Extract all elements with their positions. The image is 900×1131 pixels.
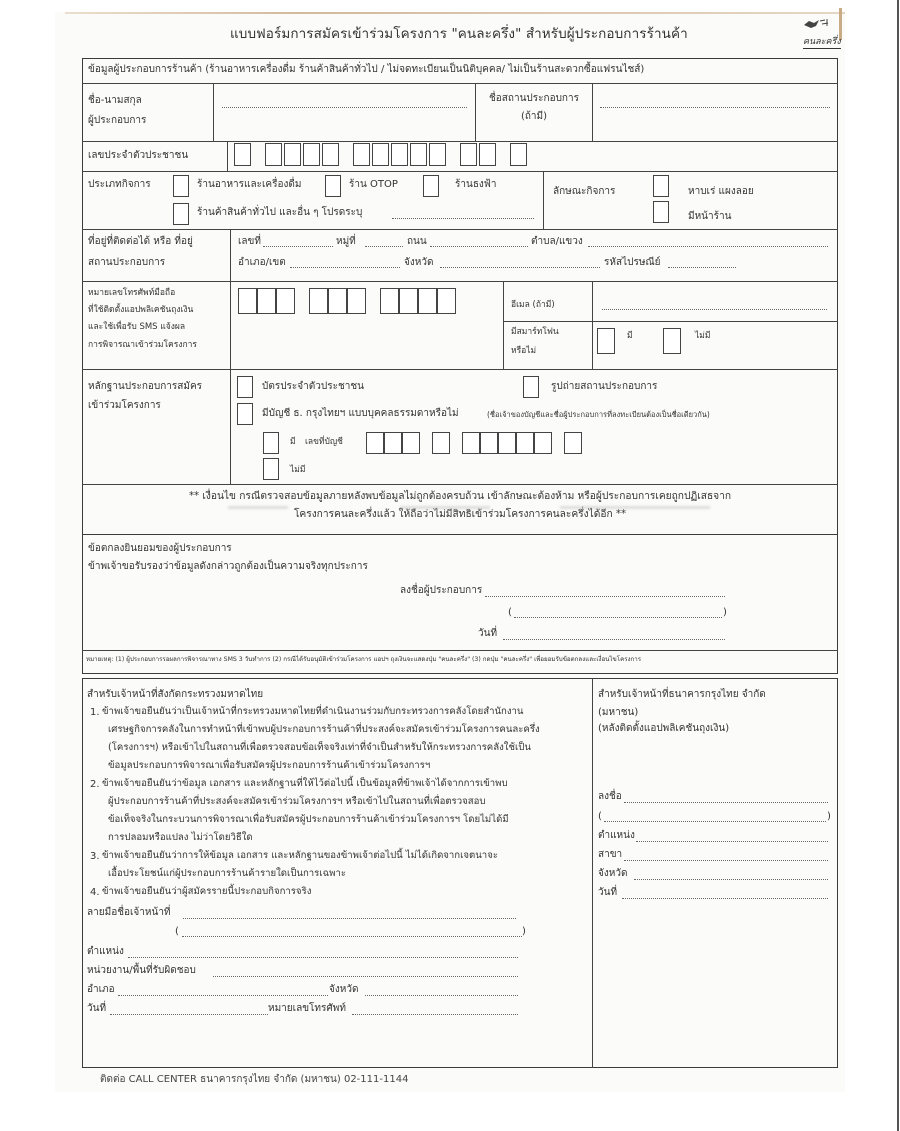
house-no-input[interactable]	[263, 246, 333, 247]
divider	[213, 83, 214, 141]
interior-item-2-num: 2.	[90, 779, 100, 790]
bank-position-input[interactable]	[636, 841, 828, 842]
phone-label-3: และใช้เพื่อรับ SMS แจ้งผล	[88, 322, 186, 332]
digit-box[interactable]	[234, 143, 251, 166]
bank-sign-label: ลงชื่อ	[598, 791, 622, 802]
digit-box[interactable]	[534, 432, 552, 454]
subdistrict-label: ตำบล/แขวง	[531, 236, 583, 247]
business-type-label: ประเภทกิจการ	[88, 179, 151, 190]
evidence-shop-photo-label: รูปถ่ายสถานประกอบการ	[551, 381, 658, 392]
operator-paren-close: )	[723, 607, 727, 618]
evidence-shop-photo-checkbox[interactable]	[523, 376, 539, 398]
digit-box[interactable]	[516, 432, 534, 454]
digit-box[interactable]	[402, 432, 420, 454]
applicant-info-table	[82, 58, 838, 535]
postcode-input[interactable]	[668, 267, 736, 268]
paper-edge	[65, 12, 845, 14]
digit-box[interactable]	[429, 143, 446, 166]
digit-box[interactable]	[510, 143, 527, 166]
digit-box[interactable]	[309, 288, 328, 314]
divider	[475, 83, 476, 141]
bank-paren-open: (	[598, 811, 602, 822]
district-label: อำเภอ/เขต	[238, 257, 286, 268]
bank-has-account-label: มี	[290, 437, 296, 447]
logo	[803, 16, 843, 52]
road-input[interactable]	[430, 246, 528, 247]
operator-sign-label: ลงชื่อผู้ประกอบการ	[400, 585, 483, 596]
officer-date-input[interactable]	[110, 1014, 268, 1015]
form-title: แบบฟอร์มการสมัครเข้าร่วมโครงการ "คนละครึ่ง" สำหรับผู้ประกอบการร้านค้า	[230, 26, 688, 42]
consent-title: ข้อตกลงยินยอมของผู้ประกอบการ	[88, 543, 232, 554]
moo-label: หมู่ที่	[336, 236, 356, 247]
business-other-input[interactable]	[392, 218, 534, 219]
interior-item-3-line2: เอื้อประโยชน์แก่ผู้ประกอบการร้านค้ารายใดเป็นการเฉพาะ	[108, 868, 346, 879]
divider	[82, 369, 838, 370]
smartphone-yes-label: มี	[627, 331, 633, 341]
officer-unit-label: หน่วยงาน/พื้นที่รับผิดชอบ	[87, 965, 196, 976]
interior-officer-title: สำหรับเจ้าหน้าที่สังกัดกระทรวงมหาดไทย	[87, 689, 264, 700]
interior-item-3-num: 3.	[90, 851, 100, 862]
evidence-bank-account-checkbox[interactable]	[237, 403, 253, 425]
bank-officer-title-3: (หลังติดตั้งแอปพลิเคชันถุงเงิน)	[598, 723, 730, 734]
subdistrict-input[interactable]	[588, 246, 828, 247]
officer-signature-input[interactable]	[183, 918, 516, 919]
bank-no-account-checkbox[interactable]	[263, 458, 279, 480]
business-other-label: ร้านค้าสินค้าทั่วไป และอื่น ๆ โปรดระบุ	[197, 207, 363, 218]
bank-date-input[interactable]	[622, 898, 828, 899]
section-header: ข้อมูลผู้ประกอบการร้านค้า (ร้านอาหารเครื่องดื่ม ร้านค้าสินค้าทั่วไป / ไม่จดทะเบียนเป็นนิติบุคคล/ ไม่เป็นร้านสะดวกซื้อแฟรนไชส์)	[88, 64, 645, 75]
divider	[82, 229, 838, 230]
evidence-label: หลักฐานประกอบการสมัคร	[88, 381, 203, 392]
officer-date-label: วันที่	[87, 1003, 107, 1014]
evidence-label-2: เข้าร่วมโครงการ	[88, 400, 161, 411]
digit-box[interactable]	[257, 288, 276, 314]
smartphone-label: มีสมาร์ทโฟน	[511, 327, 559, 337]
citizen-id-input[interactable]	[234, 143, 527, 166]
business-otop-label: ร้าน OTOP	[349, 179, 398, 190]
bank-branch-input[interactable]	[624, 860, 828, 861]
smartphone-no-checkbox[interactable]	[663, 328, 681, 354]
bank-paren-close: )	[827, 811, 831, 822]
evidence-id-card-label: บัตรประจำตัวประชาชน	[262, 381, 365, 392]
bank-province-label: จังหวัด	[598, 868, 628, 879]
smartphone-no-label: ไม่มี	[695, 331, 711, 341]
divider	[543, 171, 544, 229]
divider	[503, 321, 838, 322]
evidence-bank-account-note: (ชื่อเจ้าของบัญชีและชื่อผู้ประกอบการที่ลงทะเบียนต้องเป็นชื่อเดียวกัน)	[487, 410, 710, 419]
nature-stall-label: หาบเร่ แผงลอย	[688, 186, 754, 197]
interior-item-1-line2: เศรษฐกิจการคลังในการทำหน้าที่เข้าพบผู้ประกอบการร้านค้าที่ประสงค์จะสมัครเข้าร่วมโครงการคนละครึ่ง	[108, 724, 540, 735]
bank-no-account-label: ไม่มี	[290, 465, 306, 475]
digit-box[interactable]	[303, 143, 320, 166]
viewer-border	[897, 0, 899, 1131]
operator-paren-open: (	[508, 607, 512, 618]
digit-box[interactable]	[322, 143, 339, 166]
divider	[227, 141, 228, 171]
citizen-id-label: เลขประจำตัวประชาชน	[88, 150, 189, 161]
consent-statement: ข้าพเจ้าขอรับรองว่าข้อมูลดังกล่าวถูกต้องเป็นความจริงทุกประการ	[88, 561, 368, 572]
business-nature-label: ลักษณะกิจการ	[553, 186, 616, 197]
digit-box[interactable]	[498, 432, 516, 454]
digit-box[interactable]	[284, 143, 301, 166]
divider	[82, 650, 838, 651]
scan-smudge	[400, 506, 490, 509]
moo-input[interactable]	[365, 246, 403, 247]
business-otop-checkbox[interactable]	[325, 175, 341, 197]
digit-box[interactable]	[399, 288, 418, 314]
interior-item-1-num: 1.	[90, 707, 100, 718]
shop-name-label: ชื่อสถานประกอบการ	[489, 93, 579, 104]
operator-printed-name-input[interactable]	[514, 617, 722, 618]
interior-item-4-line1: ข้าพเจ้าขอยืนยันว่าผู้สมัครรายนี้ประกอบกิจการจริง	[102, 886, 312, 897]
bank-date-label: วันที่	[598, 887, 618, 898]
shop-name-input[interactable]	[600, 107, 830, 108]
scan-smudge	[228, 506, 288, 509]
officer-paren-close: )	[522, 926, 526, 937]
digit-box[interactable]	[366, 432, 384, 454]
digit-box[interactable]	[462, 432, 480, 454]
bank-officer-title-2: (มหาชน)	[598, 707, 639, 718]
divider	[230, 229, 231, 281]
digit-box[interactable]	[418, 288, 437, 314]
interior-item-2-line4: การปลอมหรือแปลง ไม่ว่าโดยวิธีใด	[108, 832, 253, 843]
business-thongfa-checkbox[interactable]	[423, 175, 439, 197]
address-label: ที่อยู่ที่ติดต่อได้ หรือ ที่อยู่	[88, 236, 193, 247]
divider	[82, 171, 838, 172]
officer-unit-input[interactable]	[213, 976, 518, 977]
smartphone-label-2: หรือไม่	[511, 346, 537, 356]
condition-text-line1: ** เงื่อนไข กรณีตรวจสอบข้อมูลภายหลังพบข้อมูลไม่ถูกต้องครบถ้วน เข้าลักษณะต้องห้าม หรือผู้ประกอบการเคยถูกปฏิเสธจาก	[188, 491, 732, 502]
scan-smudge	[560, 506, 710, 509]
nature-shopfront-checkbox[interactable]	[653, 201, 669, 223]
business-food-checkbox[interactable]	[173, 175, 189, 197]
divider	[82, 484, 838, 485]
digit-box[interactable]	[372, 143, 389, 166]
officer-printed-name-input[interactable]	[182, 936, 522, 937]
address-label-2: สถานประกอบการ	[88, 257, 166, 268]
digit-box[interactable]	[276, 288, 295, 314]
digit-box[interactable]	[391, 143, 408, 166]
krungthai-logo-icon	[803, 18, 829, 30]
operator-signature-input[interactable]	[485, 596, 725, 597]
digit-box[interactable]	[437, 288, 456, 314]
digit-box[interactable]	[353, 143, 370, 166]
account-number-input[interactable]	[366, 432, 582, 454]
digit-box[interactable]	[347, 288, 366, 314]
province-input[interactable]	[440, 267, 600, 268]
bank-province-input[interactable]	[634, 879, 828, 880]
nature-shopfront-label: มีหน้าร้าน	[688, 211, 732, 222]
officer-position-label: ตำแหน่ง	[87, 946, 124, 957]
name-label: ชื่อ-นามสกุล	[88, 95, 142, 106]
digit-box[interactable]	[432, 432, 450, 454]
email-input[interactable]	[602, 309, 827, 310]
nature-stall-checkbox[interactable]	[653, 175, 669, 197]
interior-item-1-line3: (โครงการฯ) หรือเข้าไปในสถานที่เพื่อตรวจสอบข้อเท็จจริงเท่าที่จำเป็นสำหรับให้กระทรวงการคลังใช้เป็น	[108, 742, 531, 753]
divider	[230, 369, 231, 484]
evidence-id-card-checkbox[interactable]	[237, 376, 253, 398]
officer-signature-label: ลายมือชื่อเจ้าหน้าที่	[87, 907, 171, 918]
phone-input[interactable]	[238, 288, 456, 314]
smartphone-yes-checkbox[interactable]	[597, 328, 615, 354]
interior-item-1-line4: ข้อมูลประกอบการพิจารณาเพื่อรับสมัครผู้ประกอบการร้านค้าเข้าร่วมโครงการฯ	[108, 760, 431, 771]
digit-box[interactable]	[328, 288, 347, 314]
divider	[82, 281, 838, 282]
house-no-label: เลขที่	[238, 236, 261, 247]
footnote: หมายเหตุ: (1) ผู้ประกอบการรอผลการพิจารณาทาง SMS 3 วันทำการ (2) กรณีได้รับอนุมัติเข้าร่วมโครงการ แอปฯ ถุงเงินจะแสดงปุ่ม "คนละครึ่ง" (3) กดปุ่ม "คนละครึ่ง" เพื่อยอมรับข้อตกลงและเงื่อนไขโครงการ	[86, 656, 642, 663]
bank-printed-name-input[interactable]	[604, 821, 826, 822]
divider	[230, 281, 231, 369]
digit-box[interactable]	[479, 143, 496, 166]
officer-phone-input[interactable]	[352, 1014, 518, 1015]
digit-box[interactable]	[460, 143, 477, 166]
digit-box[interactable]	[564, 432, 582, 454]
evidence-bank-account-label: มีบัญชี ธ. กรุงไทยฯ แบบบุคคลธรรมดาหรือไม่	[262, 408, 459, 419]
officer-province-input[interactable]	[365, 995, 518, 996]
digit-box[interactable]	[265, 143, 282, 166]
officer-position-input[interactable]	[128, 957, 518, 958]
officer-district-label: อำเภอ	[87, 984, 115, 995]
postcode-label: รหัสไปรษณีย์	[604, 257, 661, 268]
bank-signature-input[interactable]	[624, 802, 828, 803]
officer-paren-open: (	[175, 926, 179, 937]
interior-item-2-line2: ผู้ประกอบการร้านค้าที่ประสงค์จะสมัครเข้าร่วมโครงการฯ หรือเข้าไปในสถานที่เพื่อตรวจสอบ	[108, 796, 486, 807]
bank-position-label: ตำแหน่ง	[598, 830, 635, 841]
logo-text: คนละครึ่ง	[803, 34, 841, 49]
road-label: ถนน	[407, 236, 427, 247]
divider	[82, 83, 838, 84]
digit-box[interactable]	[480, 432, 498, 454]
email-label: อีเมล (ถ้ามี)	[511, 300, 555, 310]
shop-name-label-2: (ถ้ามี)	[520, 111, 548, 122]
call-center-text: ติดต่อ CALL CENTER ธนาคารกรุงไทย จำกัด (มหาชน) 02-111-1144	[100, 1074, 409, 1085]
divider	[592, 281, 593, 369]
business-food-label: ร้านอาหารและเครื่องดื่ม	[197, 179, 302, 190]
operator-date-label: วันที่	[478, 628, 498, 639]
business-thongfa-label: ร้านธงฟ้า	[455, 179, 497, 190]
interior-item-2-line1: ข้าพเจ้าขอยืนยันว่าข้อมูล เอกสาร และหลักฐานที่ให้ไว้ต่อไปนี้ เป็นข้อมูลที่ข้าพเจ้าได้จากการเข้าพบ	[102, 778, 508, 789]
bank-officer-title: สำหรับเจ้าหน้าที่ธนาคารกรุงไทย จำกัด	[598, 689, 766, 700]
divider	[503, 281, 504, 369]
phone-label: หมายเลขโทรศัพท์มือถือ	[88, 288, 176, 298]
province-label: จังหวัด	[404, 257, 434, 268]
bank-branch-label: สาขา	[598, 849, 623, 860]
name-input[interactable]	[222, 107, 467, 108]
interior-item-4-num: 4.	[90, 887, 100, 898]
interior-item-3-line1: ข้าพเจ้าขอยืนยันว่าการให้ข้อมูล เอกสาร และหลักฐานของข้าพเจ้าต่อไปนี้ ไม่ได้เกิดจากเจตนาจะ	[102, 850, 498, 861]
officer-district-input[interactable]	[118, 995, 328, 996]
district-input[interactable]	[290, 267, 400, 268]
divider	[82, 141, 838, 142]
divider	[592, 83, 593, 141]
condition-text-line2: โครงการคนละครึ่งแล้ว ให้ถือว่าไม่มีสิทธิเข้าร่วมโครงการคนละครึ่งได้อีก **	[293, 509, 627, 520]
divider	[592, 678, 593, 1068]
account-no-label: เลขที่บัญชี	[305, 437, 343, 447]
phone-label-2: ที่ใช้ติดตั้งแอปพลิเคชันถุงเงิน	[88, 305, 194, 315]
operator-date-input[interactable]	[503, 639, 725, 640]
interior-item-2-line3: ข้อเท็จจริงในกระบวนการพิจารณาเพื่อรับสมัครผู้ประกอบการร้านค้าเข้าร่วมโครงการฯ โดยไม่ได้มี	[108, 814, 509, 825]
bank-has-account-checkbox[interactable]	[263, 432, 279, 454]
phone-label-4: การพิจารณาเข้าร่วมโครงการ	[88, 340, 197, 350]
business-other-checkbox[interactable]	[173, 203, 189, 225]
digit-box[interactable]	[380, 288, 399, 314]
digit-box[interactable]	[238, 288, 257, 314]
officer-province-label: จังหวัด	[329, 984, 359, 995]
digit-box[interactable]	[384, 432, 402, 454]
officer-phone-label: หมายเลขโทรศัพท์	[268, 1003, 346, 1014]
digit-box[interactable]	[410, 143, 427, 166]
interior-item-1-line1: ข้าพเจ้าขอยืนยันว่าเป็นเจ้าหน้าที่กระทรวงมหาดไทยที่ดำเนินงานร่วมกับกระทรวงการคลังโดยสำนักงาน	[102, 706, 524, 717]
name-label-2: ผู้ประกอบการ	[88, 115, 147, 126]
